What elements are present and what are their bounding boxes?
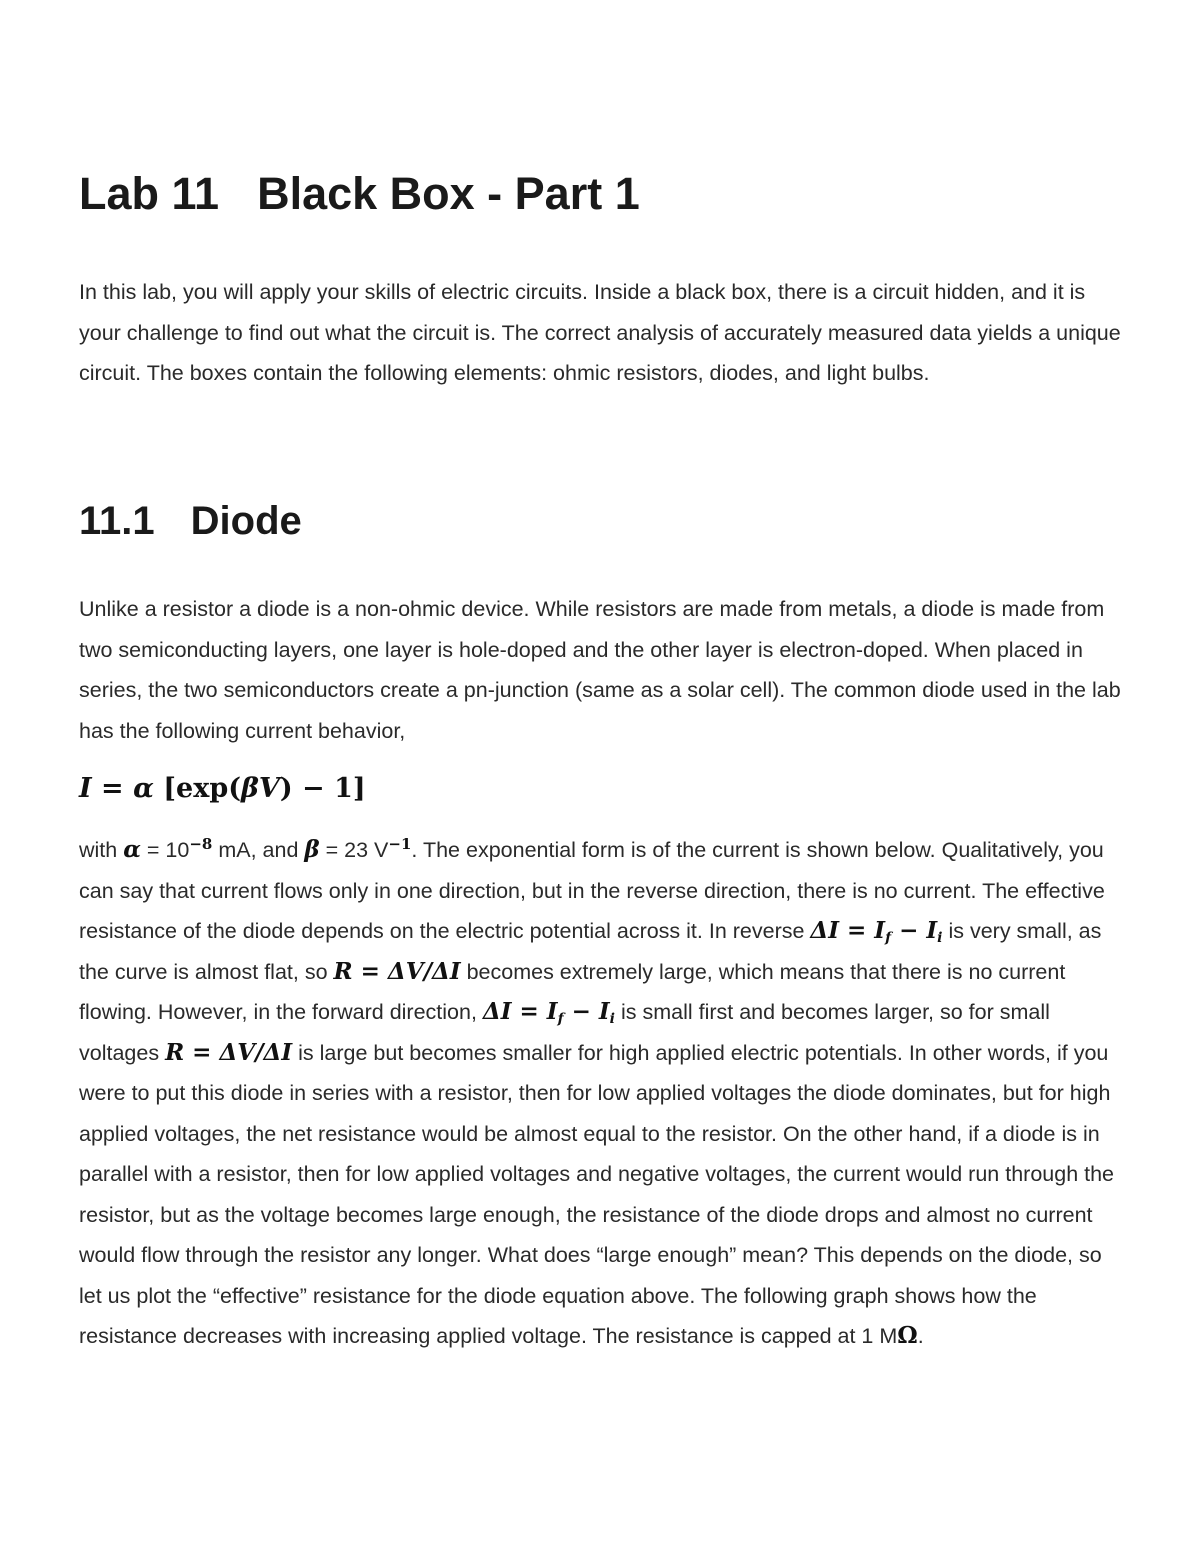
delta-i-formula xyxy=(483,998,615,1025)
section-title: Diode xyxy=(190,499,302,543)
eq-paren-open: ( xyxy=(228,773,241,804)
beta-symbol: β xyxy=(304,836,320,863)
intro-paragraph: In this lab, you will apply your skills of electric circuits. Inside a black box, there is a circuit hidden, and it is your challenge to find out what the circuit is. The correct analysis of accurately measured data yields a unique circuit. The boxes contain the following elements: ohmic resistors, diodes, and light bulbs. xyxy=(79,280,1121,385)
text-run: is small first and becomes larger, so for small voltages xyxy=(79,1000,1050,1065)
omega-symbol: Ω xyxy=(897,1322,918,1349)
eq-lhs: I xyxy=(79,773,92,804)
formula-subscript: i xyxy=(937,930,943,946)
formula-subscript: i xyxy=(609,1011,615,1027)
eq-bracket-close: ] xyxy=(352,773,366,804)
text-run: . The exponential form is of the current is shown below. Qualitatively, you can say that current flows only in one direction, but in the reverse direction, there is no current. The effective resistance of the diode depends on the electric potential across it. In reverse xyxy=(79,838,1105,943)
formula-subscript: f xyxy=(885,930,892,946)
delta-i-formula xyxy=(810,917,942,944)
resistance-formula: R = ΔV/ΔI xyxy=(165,1038,293,1066)
text-run: = 10 xyxy=(140,838,190,862)
page-title xyxy=(79,165,640,223)
section-heading xyxy=(79,496,302,546)
lab-number: Lab 11 xyxy=(79,168,220,219)
alpha-symbol: α xyxy=(123,836,141,863)
formula-subscript: f xyxy=(557,1011,564,1027)
formula-part: ΔI = I xyxy=(810,917,886,944)
diode-paragraph: Unlike a resistor a diode is a non-ohmic device. While resistors are made from metals, a diode is made from two semiconducting layers, one layer is hole-doped and the other layer is electron-doped. When placed in series, the two semiconductors create a pn-junction (same as a solar cell). The common diode used in the lab has the following current behavior, xyxy=(79,597,1121,743)
text-run: becomes extremely large, which means that there is no current flowing. However, in the forward direction, xyxy=(79,959,1066,1024)
text-run: . xyxy=(917,1324,924,1348)
eq-minus-one: − 1 xyxy=(292,773,353,804)
beta-exponent: −1 xyxy=(388,835,412,853)
text-run: mA, and xyxy=(212,838,305,862)
formula-part: − I xyxy=(891,917,938,944)
eq-beta: β xyxy=(240,773,259,804)
text-run: is large but becomes smaller for high applied electric potentials. In other words, if you were to put this diode in series with a resistor, then for low applied voltages the diode dominates, but for high applied voltages, the net resistance would be almost equal to the resistor. On the other hand, if a diode is in parallel with a resistor, then for low applied voltages and negative voltages, the current would run through the resistor, but as the voltage becomes large enough, the resistance of the diode drops and almost no current would flow through the resistor any longer. What does “large enough” mean? This depends on the diode, so let us plot the “effective” resistance for the diode equation above. The following graph shows how the resistance decreases with increasing applied voltage. The resistance is capped at 1 M xyxy=(79,1040,1115,1348)
eq-bracket-open: [ xyxy=(153,773,177,804)
eq-equals: = xyxy=(91,773,134,804)
resistance-paragraph xyxy=(79,830,1129,1357)
eq-paren-close: ) xyxy=(279,773,293,804)
eq-v: V xyxy=(258,773,280,804)
formula-part: ΔI = I xyxy=(482,998,558,1025)
text-run: = 23 V xyxy=(319,838,389,862)
eq-exp: exp xyxy=(176,773,229,804)
resistance-formula: R = ΔV/ΔI xyxy=(333,957,461,985)
text-run: with xyxy=(79,838,124,862)
eq-alpha: α xyxy=(133,773,154,804)
formula-part: − I xyxy=(563,998,610,1025)
alpha-exponent: −8 xyxy=(189,835,213,853)
section-number: 11.1 xyxy=(79,499,155,543)
diode-equation xyxy=(79,773,366,804)
text-run: is very small, as the curve is almost flat, so xyxy=(79,919,1102,984)
lab-title-text: Black Box - Part 1 xyxy=(257,168,640,219)
